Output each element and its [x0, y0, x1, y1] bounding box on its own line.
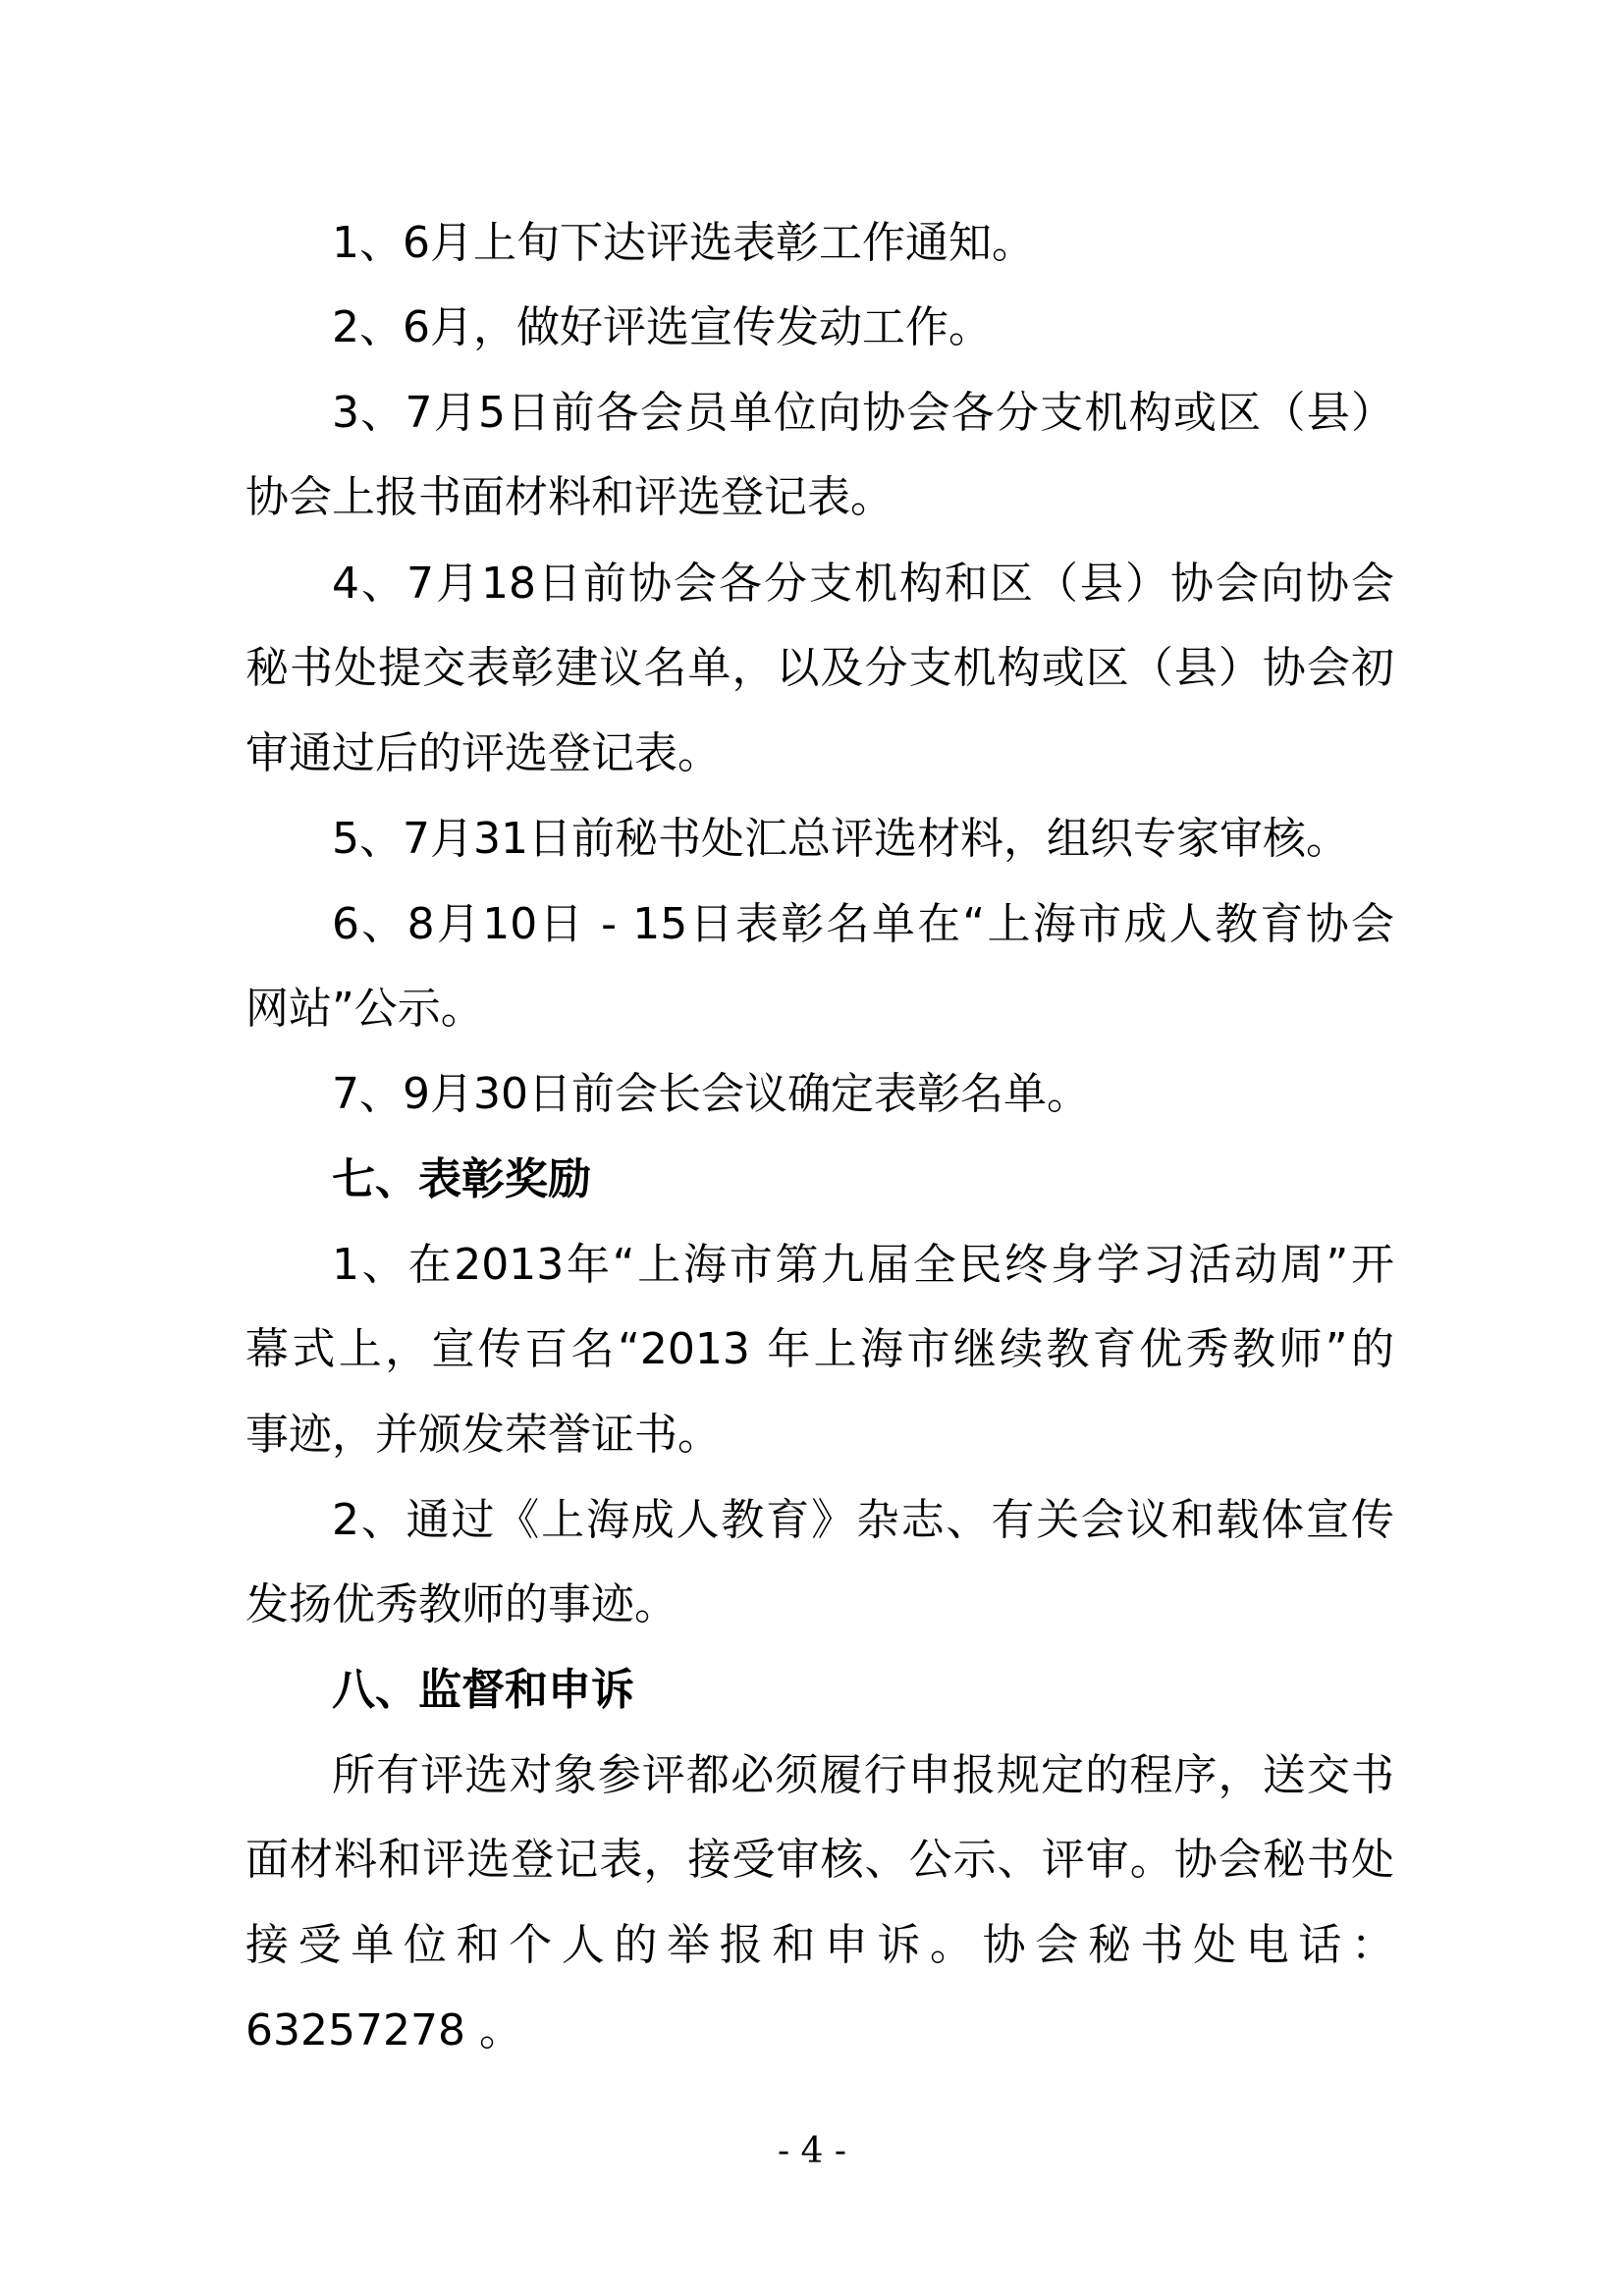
awards-item-1-line-3: 事迹，并颁发荣誉证书。	[245, 1410, 721, 1460]
schedule-item-5: 5、7月31日前秘书处汇总评选材料，组织专家审核。	[332, 814, 1349, 864]
schedule-item-3-line-2: 协会上报书面材料和评选登记表。	[245, 472, 893, 522]
supervision-paragraph-line-2: 面材料和评选登记表，接受审核、公示、评审。协会秘书处	[245, 1835, 1394, 1885]
awards-item-2-line-1: 2、通过《上海成人教育》杂志、有关会议和载体宣传	[332, 1495, 1394, 1545]
awards-item-1-line-1: 1、在2013年“上海市第九届全民终身学习活动周”开	[332, 1240, 1394, 1290]
supervision-phone-number: 63257278 。	[245, 2005, 522, 2056]
awards-item-2-line-2: 发扬优秀教师的事迹。	[245, 1579, 677, 1629]
schedule-item-3-line-1: 3、7月5日前各会员单位向协会各分支机构或区（县）	[332, 388, 1394, 438]
schedule-item-6-line-1: 6、8月10日 - 15日表彰名单在“上海市成人教育协会	[332, 899, 1394, 949]
page-number: - 4 -	[777, 2131, 847, 2171]
schedule-item-6-line-2: 网站”公示。	[245, 984, 484, 1034]
schedule-item-2: 2、6月，做好评选宣传发动工作。	[332, 302, 992, 352]
awards-item-1-line-2: 幕式上，宣传百名“2013 年上海市继续教育优秀教师”的	[245, 1324, 1394, 1374]
schedule-item-4-line-2: 秘书处提交表彰建议名单，以及分支机构或区（县）协会初	[245, 643, 1394, 693]
schedule-item-4-line-1: 4、7月18日前协会各分支机构和区（县）协会向协会	[332, 559, 1394, 609]
supervision-paragraph-line-3: 接受单位和个人的举报和申诉。协会秘书处电话：	[245, 1920, 1394, 1970]
schedule-item-4-line-3: 审通过后的评选登记表。	[245, 728, 721, 778]
section-heading-supervision: 八、监督和申诉	[332, 1665, 634, 1715]
schedule-item-7: 7、9月30日前会长会议确定表彰名单。	[332, 1069, 1090, 1119]
supervision-paragraph-line-1: 所有评选对象参评都必须履行申报规定的程序，送交书	[332, 1750, 1394, 1800]
schedule-item-1: 1、6月上旬下达评选表彰工作通知。	[332, 218, 1035, 268]
section-heading-awards: 七、表彰奖励	[332, 1154, 591, 1204]
